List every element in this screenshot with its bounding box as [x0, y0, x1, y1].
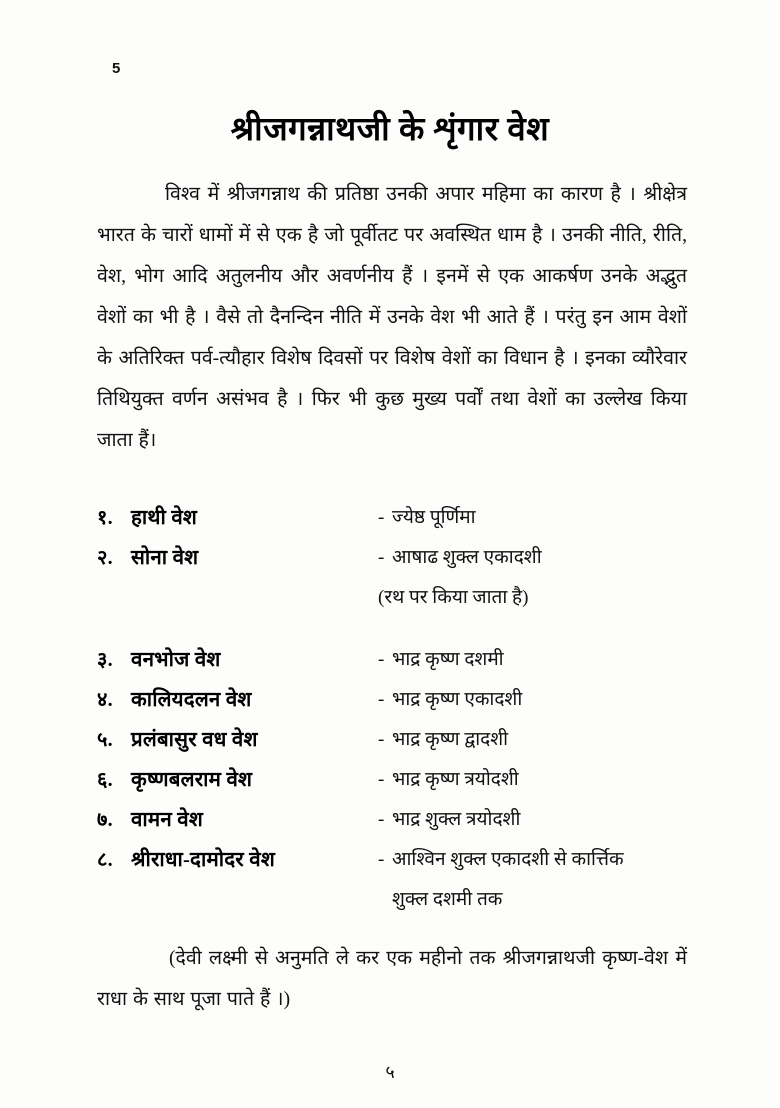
closing-note-block [97, 938, 687, 1020]
list-item-number: ५. [97, 729, 113, 751]
list-item [97, 640, 697, 680]
list-item-label: वामन वेश [131, 809, 204, 831]
list-item-number: ७. [97, 809, 113, 831]
list-item [97, 840, 697, 880]
vesh-name-cell [97, 760, 378, 800]
layout-spacer [97, 578, 378, 618]
vesh-date-cell [378, 760, 697, 800]
list-item-date: आश्विन शुक्ल एकादशी से कार्त्तिक [392, 849, 624, 870]
list-item-label: सोना वेश [131, 547, 199, 569]
list-item [97, 538, 697, 578]
list-item-date: भाद्र शुक्ल त्रयोदशी [392, 809, 521, 830]
dash-separator: - [378, 547, 385, 568]
vesh-date-cell [378, 640, 697, 680]
list-item-note-row [97, 578, 697, 618]
list-item-label: प्रलंबासुर वध वेश [131, 729, 258, 751]
vesh-date-cell [378, 800, 697, 840]
dash-separator: - [378, 729, 385, 750]
vesh-name-cell [97, 498, 378, 538]
vesh-name-cell [97, 640, 378, 680]
list-item-number: ४. [97, 689, 113, 711]
intro-paragraph: विश्व में श्रीजगन्नाथ की प्रतिष्ठा उनकी अपार महिमा का कारण है । श्रीक्षेत्र भारत के चारों धामों में से एक है जो पूर्वीतट पर अवस्थित धाम है । उनकी नीति, रीति, वेश, भोग आदि अतुलनीय और अवर्णनीय हैं । इनमें से एक आकर्षण उनके अद्भुत वेशों का भी है । वैसे तो दैनन्दिन नीति में उनके वेश भी आते हैं । परंतु इन आम वेशों के अतिरिक्त पर्व-त्यौहार विशेष दिवसों पर विशेष वेशों का विधान है । इनका व्यौरेवार तिथियुक्त वर्णन असंभव है । फिर भी कुछ मुख्य पर्वों तथा वेशों का उल्लेख किया जाता हैं। [97, 184, 687, 451]
vesh-name-cell [97, 800, 378, 840]
page-title: श्रीजगन्नाथजी के शृंगार वेश [230, 112, 550, 149]
list-item-date: भाद्र कृष्ण द्वादशी [392, 729, 509, 750]
list-item-date: ज्येष्ठ पूर्णिमा [392, 507, 476, 528]
dash-separator: - [378, 507, 385, 528]
list-item-note-row [97, 880, 697, 920]
page-number-top: 5 [112, 60, 121, 77]
list-item [97, 800, 697, 840]
layout-spacer [97, 880, 378, 920]
vesh-name-cell [97, 538, 378, 578]
vesh-date-cell [378, 720, 697, 760]
list-item-label: कृष्णबलराम वेश [131, 769, 253, 791]
list-item-date: भाद्र कृष्ण दशमी [392, 649, 504, 670]
list-item-label: हाथी वेश [131, 507, 198, 529]
list-item-date: भाद्र कृष्ण त्रयोदशी [392, 769, 519, 790]
list-item-number: ६. [97, 769, 113, 791]
list-item-label: वनभोज वेश [131, 649, 221, 671]
vesh-name-cell [97, 840, 378, 880]
page-number-bottom: ५ [385, 1062, 395, 1082]
closing-note-paragraph: (देवी लक्ष्मी से अनुमति ले कर एक महीनो तक श्रीजगन्नाथजी कृष्ण-वेश में राधा के साथ पूजा पाते हैं ।) [97, 948, 687, 1010]
vesh-date-cell [378, 840, 697, 880]
list-item-number: ३. [97, 649, 113, 671]
list-item-date: आषाढ शुक्ल एकादशी [392, 547, 542, 568]
list-item-label: कालियदलन वेश [131, 689, 252, 711]
vesh-date-cell [378, 498, 697, 538]
dash-separator: - [378, 689, 385, 710]
list-item-note: शुक्ल दशमी तक [392, 889, 503, 910]
list-item-date: भाद्र कृष्ण एकादशी [392, 689, 523, 710]
list-item-number: २. [97, 547, 113, 569]
vesh-name-cell [97, 720, 378, 760]
list-item-label: श्रीराधा-दामोदर वेश [131, 849, 275, 871]
vesh-list [97, 498, 697, 920]
vesh-date-cell [378, 538, 697, 578]
section-gap [97, 618, 697, 640]
vesh-name-cell [97, 680, 378, 720]
list-item-number: ८. [97, 849, 113, 871]
dash-separator: - [378, 649, 385, 670]
intro-paragraph-block [97, 174, 687, 461]
list-item-note: (रथ पर किया जाता है) [378, 587, 529, 608]
dash-separator: - [378, 849, 385, 870]
list-item-number: १. [97, 507, 113, 529]
dash-separator: - [378, 769, 385, 790]
vesh-date-cell [378, 680, 697, 720]
list-item [97, 498, 697, 538]
list-item [97, 680, 697, 720]
list-item [97, 720, 697, 760]
list-item [97, 760, 697, 800]
dash-separator: - [378, 809, 385, 830]
